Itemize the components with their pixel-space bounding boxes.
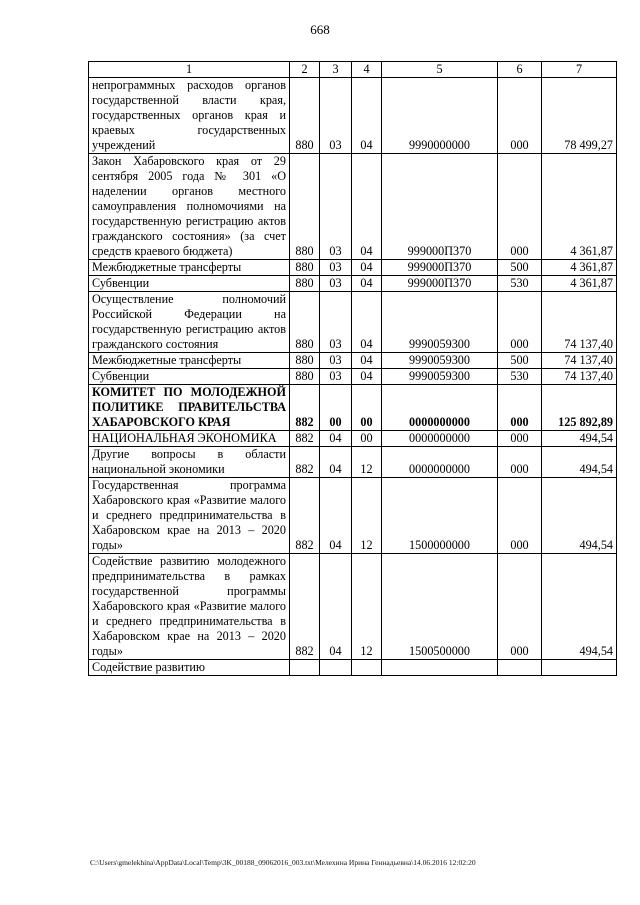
row-value-cell: 12 (352, 554, 382, 660)
row-value-cell: 74 137,40 (542, 369, 617, 385)
row-name-cell: Содействие развитию (89, 660, 290, 676)
table-row (89, 478, 617, 554)
row-value-cell: 04 (352, 78, 382, 154)
table-row (89, 554, 617, 660)
budget-table (88, 61, 617, 676)
row-value-cell: 4 361,87 (542, 154, 617, 260)
table-row (89, 292, 617, 353)
row-value-cell: 04 (320, 478, 352, 554)
row-value-cell: 03 (320, 292, 352, 353)
header-cell: 2 (290, 62, 320, 78)
row-value-cell: 74 137,40 (542, 353, 617, 369)
row-value-cell: 9990059300 (382, 369, 498, 385)
row-value-cell: 0000000000 (382, 431, 498, 447)
row-value-cell: 882 (290, 431, 320, 447)
row-value-cell: 000 (498, 431, 542, 447)
row-value-cell: 04 (320, 431, 352, 447)
row-name-cell: Межбюджетные трансферты (89, 353, 290, 369)
row-value-cell (382, 660, 498, 676)
page-number: 668 (310, 22, 330, 37)
table-row (89, 78, 617, 154)
row-value-cell: 78 499,27 (542, 78, 617, 154)
row-value-cell: 882 (290, 385, 320, 431)
table-row (89, 353, 617, 369)
row-name-cell: Другие вопросы в области национальной экономики (89, 447, 290, 478)
table-row (89, 385, 617, 431)
row-name-cell: Государственная программа Хабаровского края «Развитие малого и среднего предпринимательства в Хабаровском крае на 2013 – 2020 годы» (89, 478, 290, 554)
table-row (89, 276, 617, 292)
header-cell: 6 (498, 62, 542, 78)
row-name-cell: непрограммных расходов органов государственной власти края, государственных органов края и краевых государственных учреждений (89, 78, 290, 154)
row-value-cell: 9990059300 (382, 292, 498, 353)
row-value-cell: 04 (352, 276, 382, 292)
table-header-row (89, 62, 617, 78)
row-value-cell: 04 (352, 154, 382, 260)
row-value-cell: 03 (320, 78, 352, 154)
row-value-cell: 880 (290, 292, 320, 353)
row-name-cell: Закон Хабаровского края от 29 сентября 2005 года № 301 «О наделении органов местного самоуправления полномочиями на государственную регистрацию актов гражданского состояния» (за счет средств краевого бюджета) (89, 154, 290, 260)
row-value-cell: 530 (498, 276, 542, 292)
row-value-cell: 03 (320, 276, 352, 292)
row-value-cell: 04 (352, 292, 382, 353)
row-value-cell: 12 (352, 447, 382, 478)
row-value-cell: 999000П370 (382, 276, 498, 292)
row-value-cell: 12 (352, 478, 382, 554)
row-value-cell: 880 (290, 260, 320, 276)
row-value-cell: 880 (290, 353, 320, 369)
row-name-cell: Содействие развитию молодежного предпринимательства в рамках государственной программы Хабаровского края «Развитие малого и среднего предпринимательства в Хабаровском крае на 2013 – 2020 годы» (89, 554, 290, 660)
table-row (89, 369, 617, 385)
row-value-cell: 880 (290, 78, 320, 154)
row-value-cell: 882 (290, 447, 320, 478)
row-value-cell: 00 (320, 385, 352, 431)
row-value-cell: 000 (498, 447, 542, 478)
row-value-cell: 882 (290, 554, 320, 660)
header-cell: 7 (542, 62, 617, 78)
row-value-cell: 494,54 (542, 431, 617, 447)
row-value-cell: 4 361,87 (542, 260, 617, 276)
row-value-cell: 00 (352, 431, 382, 447)
row-value-cell: 4 361,87 (542, 276, 617, 292)
row-value-cell: 000 (498, 478, 542, 554)
row-value-cell: 0000000000 (382, 447, 498, 478)
row-name-cell: Осуществление полномочий Российской Федерации на государственную регистрацию актов гражданского состояния (89, 292, 290, 353)
row-name-cell: НАЦИОНАЛЬНАЯ ЭКОНОМИКА (89, 431, 290, 447)
row-name-cell: КОМИТЕТ ПО МОЛОДЕЖНОЙ ПОЛИТИКЕ ПРАВИТЕЛЬСТВА ХАБАРОВСКОГО КРАЯ (89, 385, 290, 431)
row-value-cell: 530 (498, 369, 542, 385)
row-value-cell (290, 660, 320, 676)
row-value-cell: 1500500000 (382, 554, 498, 660)
row-value-cell: 494,54 (542, 554, 617, 660)
row-value-cell: 000 (498, 78, 542, 154)
row-value-cell: 00 (352, 385, 382, 431)
table-row (89, 260, 617, 276)
header-cell: 4 (352, 62, 382, 78)
row-value-cell: 03 (320, 260, 352, 276)
row-value-cell: 000 (498, 154, 542, 260)
row-value-cell: 999000П370 (382, 154, 498, 260)
header-cell: 3 (320, 62, 352, 78)
row-value-cell (498, 660, 542, 676)
row-value-cell: 04 (320, 554, 352, 660)
row-value-cell: 04 (352, 260, 382, 276)
row-value-cell: 04 (352, 369, 382, 385)
row-value-cell: 500 (498, 353, 542, 369)
row-value-cell: 999000П370 (382, 260, 498, 276)
row-name-cell: Субвенции (89, 276, 290, 292)
row-value-cell: 494,54 (542, 478, 617, 554)
table-row (89, 154, 617, 260)
row-value-cell: 880 (290, 154, 320, 260)
row-value-cell: 03 (320, 369, 352, 385)
table-row (89, 660, 617, 676)
table-row (89, 431, 617, 447)
row-value-cell (320, 660, 352, 676)
row-value-cell (352, 660, 382, 676)
row-value-cell: 000 (498, 385, 542, 431)
row-value-cell: 882 (290, 478, 320, 554)
row-value-cell: 880 (290, 276, 320, 292)
row-value-cell: 880 (290, 369, 320, 385)
row-value-cell: 000 (498, 292, 542, 353)
row-value-cell: 9990000000 (382, 78, 498, 154)
row-value-cell: 04 (320, 447, 352, 478)
row-value-cell (542, 660, 617, 676)
row-value-cell: 03 (320, 353, 352, 369)
row-value-cell: 0000000000 (382, 385, 498, 431)
row-value-cell: 000 (498, 554, 542, 660)
header-cell: 5 (382, 62, 498, 78)
table-row (89, 447, 617, 478)
header-cell: 1 (89, 62, 290, 78)
row-value-cell: 125 892,89 (542, 385, 617, 431)
file-path-footer: C:\Users\gmelekhina\AppData\Local\Temp\3K_00188_09062016_003.txt\Мелехина Ирина Геннадьевна\14.06.2016 12:02:20 (90, 858, 476, 867)
row-name-cell: Субвенции (89, 369, 290, 385)
row-name-cell: Межбюджетные трансферты (89, 260, 290, 276)
row-value-cell: 74 137,40 (542, 292, 617, 353)
row-value-cell: 500 (498, 260, 542, 276)
row-value-cell: 494,54 (542, 447, 617, 478)
row-value-cell: 9990059300 (382, 353, 498, 369)
row-value-cell: 04 (352, 353, 382, 369)
row-value-cell: 03 (320, 154, 352, 260)
row-value-cell: 1500000000 (382, 478, 498, 554)
